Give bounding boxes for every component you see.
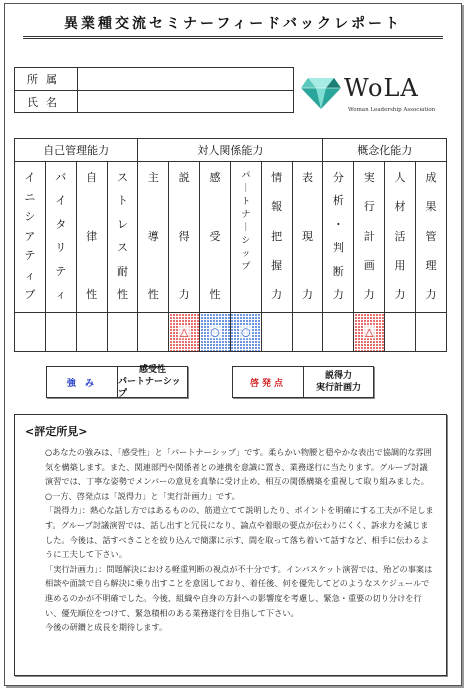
rating-cell-c13	[385, 313, 416, 352]
competency-char: 力	[302, 288, 314, 301]
title-divider	[23, 36, 443, 39]
rating-cell-c6	[169, 313, 200, 352]
rating-cell-c10	[292, 313, 323, 352]
competency-name	[108, 162, 138, 300]
competency-char: テ	[55, 264, 67, 278]
competency-char: 画	[363, 258, 375, 272]
competency-char: 導	[147, 229, 159, 243]
competency-char: 判	[332, 241, 344, 255]
competency-char: ト	[241, 197, 251, 207]
evaluation-paragraph: ○あなたの強みは、「感受性」と「パートナーシップ」です。柔らかい物腰と穏やかな表出で協調的な雰囲気を構築します。また、関連部門や関係者との連携を意識に置き、業務遂行に当たります。グループ討議演習では、丁寧な姿勢でメンバーの意見を真摯に受け止め、相互の関係構築を重視して取り組みました。	[45, 447, 432, 487]
rating-mark: △	[364, 325, 374, 339]
competency-char: 用	[394, 258, 406, 272]
competency-c12	[354, 162, 385, 313]
competency-char: 実	[363, 171, 375, 184]
competency-name	[416, 162, 446, 300]
strengths-label: 強 み	[47, 367, 118, 397]
competency-c2	[45, 162, 76, 313]
affiliation-row	[15, 68, 293, 91]
competency-char: ト	[116, 194, 128, 208]
competency-c8	[230, 162, 261, 313]
report-title: 異業種交流セミナーフィードバックレポート	[64, 16, 402, 32]
competency-char: 律	[86, 229, 98, 243]
competency-char: 理	[425, 258, 437, 272]
improvement-box	[232, 366, 374, 398]
category-conceptual: 概念化能力	[323, 139, 447, 162]
competency-char: 説	[178, 171, 190, 184]
competency-name	[385, 162, 415, 300]
competency-char: ス	[116, 241, 128, 255]
competency-char: 報	[271, 200, 283, 214]
rating-cell-c14	[415, 313, 446, 352]
rating-cell-c11	[323, 313, 354, 352]
competency-char: 断	[332, 264, 344, 278]
improvement-item: 説得力	[324, 371, 352, 381]
rating-cell-c4	[107, 313, 138, 352]
competency-char: 情	[271, 171, 283, 184]
competency-c11	[323, 162, 354, 313]
rating-cell-c7	[200, 313, 231, 352]
competency-c1	[15, 162, 46, 313]
competency-c13	[385, 162, 416, 313]
competency-char: 力	[271, 288, 283, 301]
competency-char: 力	[332, 287, 344, 301]
competency-char: 把	[271, 229, 283, 243]
rating-cell-c2	[45, 313, 76, 352]
competency-c9	[261, 162, 292, 313]
diamond-icon	[300, 76, 342, 110]
competency-char: 性	[116, 287, 128, 301]
competency-name	[231, 162, 261, 300]
competency-char: 活	[394, 229, 406, 243]
name-box	[14, 67, 294, 113]
evaluation-body	[45, 445, 435, 635]
evaluation-paragraph: ○一方、啓発点は「説得力」と「実行計画力」です。	[45, 490, 240, 501]
competency-char: ア	[24, 229, 36, 243]
rating-mark: △	[179, 325, 189, 339]
competency-char: バ	[55, 171, 67, 184]
rating-cell-c5	[138, 313, 169, 352]
competency-char: 力	[363, 288, 375, 301]
competency-table	[14, 138, 447, 352]
competency-char: 自	[86, 171, 98, 184]
competency-char: 計	[363, 229, 375, 243]
competency-char: イ	[55, 194, 67, 208]
competency-char: 表	[302, 171, 314, 184]
competency-char: テ	[24, 249, 36, 262]
competency-char: 性	[86, 288, 98, 301]
strengths-values	[118, 367, 187, 397]
competency-name	[293, 162, 323, 300]
evaluation-heading: <評定所見>	[25, 425, 88, 438]
strengths-box	[46, 366, 188, 398]
wola-logo	[300, 72, 450, 122]
evaluation-paragraph: 「実行計画力」：問題解決における軽重判断の視点が不十分です。インバスケット演習では、殆どの事案は相談や面談で自ら解決に乗り出すことを意図しており、着任後、何を優先してどのようなスケジュールで進めるのかが不明確でした。今後、組織や自身の方針への影響度を考慮し、緊急・重要の切り分けを行い、優先順位をつけて、緊急積相のある業務遂行を目指して下さい。	[45, 563, 433, 618]
competency-name	[354, 162, 384, 300]
competency-c4	[107, 162, 138, 313]
improvement-values	[304, 367, 373, 397]
competency-char: ッ	[241, 249, 251, 259]
name-row	[15, 91, 293, 113]
competency-char: ィ	[24, 268, 36, 282]
competency-name	[200, 162, 230, 300]
competency-char: シ	[24, 210, 36, 223]
competency-char: ニ	[24, 190, 36, 204]
competency-char: 握	[271, 258, 283, 272]
strengths-item: 感受性	[138, 365, 166, 375]
rating-mark: ○	[241, 325, 251, 339]
competency-char: 材	[394, 200, 406, 214]
competency-char: 管	[425, 229, 437, 243]
rating-mark: ○	[210, 325, 220, 339]
improvement-label: 啓発点	[233, 367, 304, 397]
competency-char: ィ	[55, 287, 67, 301]
improvement-item: 実行計画力	[315, 383, 361, 393]
competency-c10	[292, 162, 323, 313]
competency-char: 主	[147, 171, 159, 184]
competency-c14	[415, 162, 446, 313]
rating-cell-c9	[261, 313, 292, 352]
competency-char: ・	[332, 217, 344, 231]
competency-char: 現	[302, 229, 314, 243]
competency-char: 性	[209, 288, 221, 301]
name-label: 氏名	[15, 91, 78, 113]
competency-char: シ	[241, 236, 251, 246]
rating-cell-c1	[15, 313, 46, 352]
competency-char: ナ	[241, 210, 251, 220]
competency-char: ｜	[241, 184, 251, 194]
name-field[interactable]	[78, 91, 293, 113]
competency-char: イ	[24, 171, 36, 184]
competency-name	[77, 162, 107, 300]
evaluation-paragraph: 「説得力」：熱心な話し方ではあるものの、筋道立てて説明したり、ポイントを明確にする工夫が不足します。グループ討議演習では、話し出すと冗長になり、論点や着眼の要点が伝わりにくく、訴求力を減じました。今後は、話すべきことを絞り込んで簡潔に示す、間を取って落ち着いて話すなど、相手に伝わるように工夫して下さい。	[45, 505, 434, 560]
logo-subtitle: Woman Leadership Association	[348, 107, 436, 113]
competency-char: 受	[209, 229, 221, 243]
competency-char: 分	[332, 171, 344, 184]
competency-char: 析	[332, 194, 344, 208]
affiliation-label: 所属	[15, 68, 78, 90]
rating-cell-c12	[354, 313, 385, 352]
evaluation-paragraph: 今後の研鑽と成長を期待します。	[45, 622, 168, 633]
logo-wordmark: WoLA	[344, 74, 419, 102]
competency-name	[46, 162, 76, 300]
competency-char: プ	[241, 262, 251, 272]
competency-char: 力	[178, 288, 190, 301]
competency-char: 行	[363, 200, 375, 214]
competency-name	[262, 162, 292, 300]
category-interpersonal: 対人関係能力	[138, 139, 323, 162]
competency-name	[169, 162, 199, 300]
competency-name	[323, 162, 353, 300]
competency-char: 成	[425, 171, 437, 184]
evaluation-box	[14, 414, 447, 676]
competency-char: 力	[425, 288, 437, 301]
competency-char: 性	[147, 288, 159, 301]
competency-c7	[200, 162, 231, 313]
affiliation-field[interactable]	[78, 68, 293, 90]
competency-c3	[76, 162, 107, 313]
competency-c6	[169, 162, 200, 313]
competency-char: ス	[116, 171, 128, 184]
competency-char: 感	[209, 171, 221, 184]
rating-cell-c8	[230, 313, 261, 352]
strengths-item: パートナーシップ	[118, 377, 181, 399]
competency-char: 果	[425, 200, 437, 214]
competency-char: ｜	[241, 223, 251, 233]
competency-char: 人	[394, 171, 406, 184]
competency-char: 力	[394, 288, 406, 301]
competency-c5	[138, 162, 169, 313]
competency-char: タ	[55, 217, 67, 231]
competency-name	[138, 162, 168, 300]
rating-cell-c3	[76, 313, 107, 352]
category-self-management: 自己管理能力	[15, 139, 138, 162]
competency-char: パ	[241, 171, 251, 181]
competency-name	[15, 162, 45, 300]
competency-char: ブ	[24, 288, 36, 301]
competency-char: 耐	[116, 264, 128, 278]
competency-char: リ	[55, 241, 67, 255]
competency-char: 得	[178, 229, 190, 243]
competency-char: レ	[116, 217, 128, 231]
